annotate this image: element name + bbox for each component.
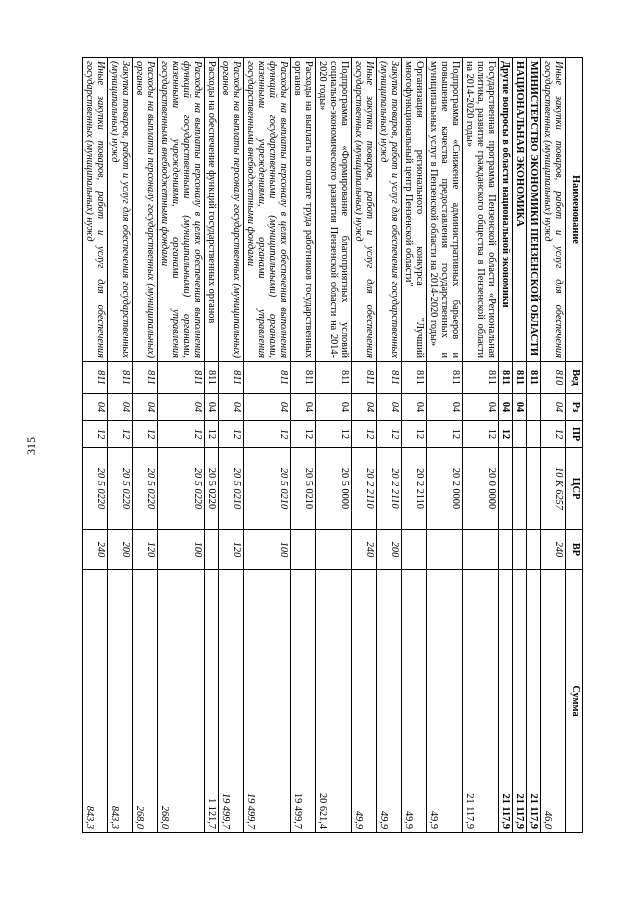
cell-ved: 811 bbox=[291, 362, 316, 394]
table-row bbox=[377, 58, 402, 833]
budget-table-container bbox=[55, 57, 583, 832]
cell-sum: 19 499,7 bbox=[291, 570, 316, 833]
cell-ved: 811 bbox=[158, 362, 205, 394]
cell-pr: 12 bbox=[108, 421, 133, 448]
cell-name: Расходы на обеспечение функций государственных органов bbox=[205, 58, 219, 362]
cell-rz: 04 bbox=[499, 394, 513, 421]
cell-vr bbox=[205, 530, 219, 570]
cell-sum: 21 117,9 bbox=[527, 570, 541, 833]
cell-rz: 04 bbox=[133, 394, 158, 421]
cell-rz: 04 bbox=[463, 394, 499, 421]
table-body bbox=[83, 58, 566, 833]
cell-ved: 811 bbox=[83, 362, 108, 394]
table-row bbox=[219, 58, 244, 833]
cell-vr bbox=[316, 530, 352, 570]
cell-ved: 811 bbox=[244, 362, 291, 394]
header-vr: ВР bbox=[566, 530, 583, 570]
cell-rz: 04 bbox=[291, 394, 316, 421]
cell-csr: 20 5 0220 bbox=[158, 448, 205, 530]
cell-rz: 04 bbox=[219, 394, 244, 421]
cell-ved: 811 bbox=[219, 362, 244, 394]
cell-rz: 04 bbox=[244, 394, 291, 421]
cell-name: Расходы на выплаты персоналу государственных (муниципальных) органов bbox=[219, 58, 244, 362]
cell-vr bbox=[291, 530, 316, 570]
cell-vr: 120 bbox=[219, 530, 244, 570]
cell-sum: 21 117,9 bbox=[499, 570, 513, 833]
cell-vr: 100 bbox=[244, 530, 291, 570]
cell-pr: 12 bbox=[133, 421, 158, 448]
cell-name: Расходы на выплаты персоналу в целях обеспечения выполнения функций государственными (муниципальными) органами, казенными учреждениями, органами управления государственными внебюджетными фондами bbox=[158, 58, 205, 362]
cell-pr: 12 bbox=[352, 421, 377, 448]
table-header-row bbox=[566, 58, 583, 833]
cell-sum: 49,9 bbox=[352, 570, 377, 833]
cell-pr: 12 bbox=[219, 421, 244, 448]
cell-rz: 04 bbox=[205, 394, 219, 421]
cell-pr: 12 bbox=[205, 421, 219, 448]
cell-vr: 100 bbox=[158, 530, 205, 570]
cell-ved: 811 bbox=[352, 362, 377, 394]
cell-ved: 811 bbox=[377, 362, 402, 394]
table-row bbox=[427, 58, 463, 833]
cell-sum: 46,0 bbox=[541, 570, 566, 833]
table-row bbox=[513, 58, 527, 833]
cell-csr: 20 0 0000 bbox=[463, 448, 499, 530]
cell-pr: 12 bbox=[499, 421, 513, 448]
cell-name: Закупка товаров, работ и услуг для обеспечения государственных (муниципальных) нужд bbox=[377, 58, 402, 362]
cell-csr: 20 5 0220 bbox=[205, 448, 219, 530]
table-row bbox=[291, 58, 316, 833]
cell-sum: 268,0 bbox=[158, 570, 205, 833]
cell-name: Подпрограмма «Снижение административных барьеров и повышение качества предоставления государственных и муниципальных услуг в Пензенской области на 2014-2020 годы» bbox=[427, 58, 463, 362]
cell-vr: 240 bbox=[541, 530, 566, 570]
cell-rz: 04 bbox=[377, 394, 402, 421]
cell-pr: 12 bbox=[402, 421, 427, 448]
header-csr: ЦСР bbox=[566, 448, 583, 530]
cell-sum: 49,9 bbox=[402, 570, 427, 833]
page-number: 315 bbox=[24, 437, 38, 455]
cell-rz: 04 bbox=[513, 394, 527, 421]
cell-ved: 811 bbox=[316, 362, 352, 394]
cell-csr: 20 5 0220 bbox=[133, 448, 158, 530]
cell-name: Подпрограмма «Формирование благоприятных условий социально-экономического развития Пензенской области на 2014-2020 годы» bbox=[316, 58, 352, 362]
cell-rz: 04 bbox=[108, 394, 133, 421]
cell-ved: 810 bbox=[541, 362, 566, 394]
cell-rz: 04 bbox=[83, 394, 108, 421]
cell-csr: 20 5 0220 bbox=[83, 448, 108, 530]
cell-vr: 120 bbox=[133, 530, 158, 570]
table-row bbox=[527, 58, 541, 833]
cell-rz: 04 bbox=[316, 394, 352, 421]
cell-vr bbox=[513, 530, 527, 570]
cell-name: Расходы на выплаты персоналу в целях обеспечения выполнения функций государственными (муниципальными) органами, казенными учреждениями, органами управления государственными внебюджетными фондами bbox=[244, 58, 291, 362]
cell-name: Государственная программа Пензенской области «Региональная политика, развитие гражданского общества в Пензенской области на 2014-2020 годы» bbox=[463, 58, 499, 362]
header-rz: Рз bbox=[566, 394, 583, 421]
budget-table bbox=[82, 57, 583, 833]
cell-pr: 12 bbox=[541, 421, 566, 448]
table-row bbox=[499, 58, 513, 833]
cell-pr: 12 bbox=[427, 421, 463, 448]
cell-csr bbox=[527, 448, 541, 530]
cell-csr: 20 5 0210 bbox=[291, 448, 316, 530]
cell-vr bbox=[463, 530, 499, 570]
cell-rz: 04 bbox=[158, 394, 205, 421]
cell-name: Иные закупки товаров, работ и услуг для обеспечения государственных (муниципальных) нужд bbox=[83, 58, 108, 362]
cell-pr bbox=[527, 421, 541, 448]
cell-csr: 20 2 2110 bbox=[377, 448, 402, 530]
cell-csr: 20 5 0220 bbox=[108, 448, 133, 530]
table-row bbox=[158, 58, 205, 833]
cell-ved: 811 bbox=[133, 362, 158, 394]
cell-rz: 04 bbox=[402, 394, 427, 421]
cell-vr: 240 bbox=[352, 530, 377, 570]
cell-ved: 811 bbox=[402, 362, 427, 394]
cell-name: Иные закупки товаров, работ и услуг для обеспечения государственных (муниципальных) нужд bbox=[352, 58, 377, 362]
cell-rz: 04 bbox=[427, 394, 463, 421]
cell-sum: 268,0 bbox=[133, 570, 158, 833]
cell-sum: 49,9 bbox=[427, 570, 463, 833]
cell-name: МИНИСТЕРСТВО ЭКОНОМИКИ ПЕНЗЕНСКОЙ ОБЛАСТИ bbox=[527, 58, 541, 362]
cell-csr: 20 2 2110 bbox=[402, 448, 427, 530]
cell-vr bbox=[499, 530, 513, 570]
cell-pr: 12 bbox=[291, 421, 316, 448]
cell-name: Организация регионального конкурса "Лучший многофункциональный центр Пензенской области" bbox=[402, 58, 427, 362]
table-row bbox=[244, 58, 291, 833]
table-row bbox=[133, 58, 158, 833]
table-row bbox=[83, 58, 108, 833]
cell-sum: 1 121,7 bbox=[205, 570, 219, 833]
header-ved: Вед bbox=[566, 362, 583, 394]
cell-vr: 200 bbox=[108, 530, 133, 570]
cell-pr: 12 bbox=[377, 421, 402, 448]
header-name: Наименование bbox=[566, 58, 583, 362]
cell-sum: 21 117,9 bbox=[513, 570, 527, 833]
table-row bbox=[352, 58, 377, 833]
table-row bbox=[463, 58, 499, 833]
cell-ved: 811 bbox=[513, 362, 527, 394]
cell-name: Расходы на выплаты по оплате труда работников государственных органов bbox=[291, 58, 316, 362]
table-row bbox=[316, 58, 352, 833]
cell-pr: 12 bbox=[316, 421, 352, 448]
cell-rz: 04 bbox=[352, 394, 377, 421]
table-row bbox=[205, 58, 219, 833]
cell-pr: 12 bbox=[83, 421, 108, 448]
cell-name: Закупка товаров, работ и услуг для обеспечения государственных (муниципальных) нужд bbox=[108, 58, 133, 362]
cell-csr: 20 5 0210 bbox=[244, 448, 291, 530]
cell-vr bbox=[402, 530, 427, 570]
cell-csr bbox=[499, 448, 513, 530]
cell-rz bbox=[527, 394, 541, 421]
cell-csr: 20 5 0210 bbox=[219, 448, 244, 530]
cell-sum: 19 499,7 bbox=[244, 570, 291, 833]
cell-csr: 20 5 0000 bbox=[316, 448, 352, 530]
header-pr: ПР bbox=[566, 421, 583, 448]
cell-csr: 20 2 0000 bbox=[427, 448, 463, 530]
cell-sum: 20 621,4 bbox=[316, 570, 352, 833]
cell-ved: 811 bbox=[463, 362, 499, 394]
cell-pr: 12 bbox=[158, 421, 205, 448]
cell-pr: 12 bbox=[244, 421, 291, 448]
cell-csr: 10 К 6257 bbox=[541, 448, 566, 530]
cell-vr: 240 bbox=[83, 530, 108, 570]
cell-ved: 811 bbox=[427, 362, 463, 394]
cell-ved: 811 bbox=[205, 362, 219, 394]
cell-sum: 19 499,7 bbox=[219, 570, 244, 833]
table-row bbox=[108, 58, 133, 833]
cell-vr bbox=[527, 530, 541, 570]
cell-pr: 12 bbox=[463, 421, 499, 448]
cell-sum: 843,3 bbox=[83, 570, 108, 833]
cell-name: НАЦИОНАЛЬНАЯ ЭКОНОМИКА bbox=[513, 58, 527, 362]
cell-name: Расходы на выплаты персоналу государственных (муниципальных) органов bbox=[133, 58, 158, 362]
cell-ved: 811 bbox=[499, 362, 513, 394]
cell-ved: 811 bbox=[527, 362, 541, 394]
header-sum: Сумма bbox=[566, 570, 583, 833]
table-row bbox=[402, 58, 427, 833]
cell-sum: 49,9 bbox=[377, 570, 402, 833]
cell-name: Иные закупки товаров, работ и услуг для обеспечения государственных (муниципальных) нужд bbox=[541, 58, 566, 362]
cell-csr: 20 2 2110 bbox=[352, 448, 377, 530]
cell-pr bbox=[513, 421, 527, 448]
cell-csr bbox=[513, 448, 527, 530]
cell-ved: 811 bbox=[108, 362, 133, 394]
cell-sum: 21 117,9 bbox=[463, 570, 499, 833]
table-row bbox=[541, 58, 566, 833]
cell-vr: 200 bbox=[377, 530, 402, 570]
cell-sum: 843,3 bbox=[108, 570, 133, 833]
cell-rz: 04 bbox=[541, 394, 566, 421]
cell-vr bbox=[427, 530, 463, 570]
cell-name: Другие вопросы в области национальной экономики bbox=[499, 58, 513, 362]
